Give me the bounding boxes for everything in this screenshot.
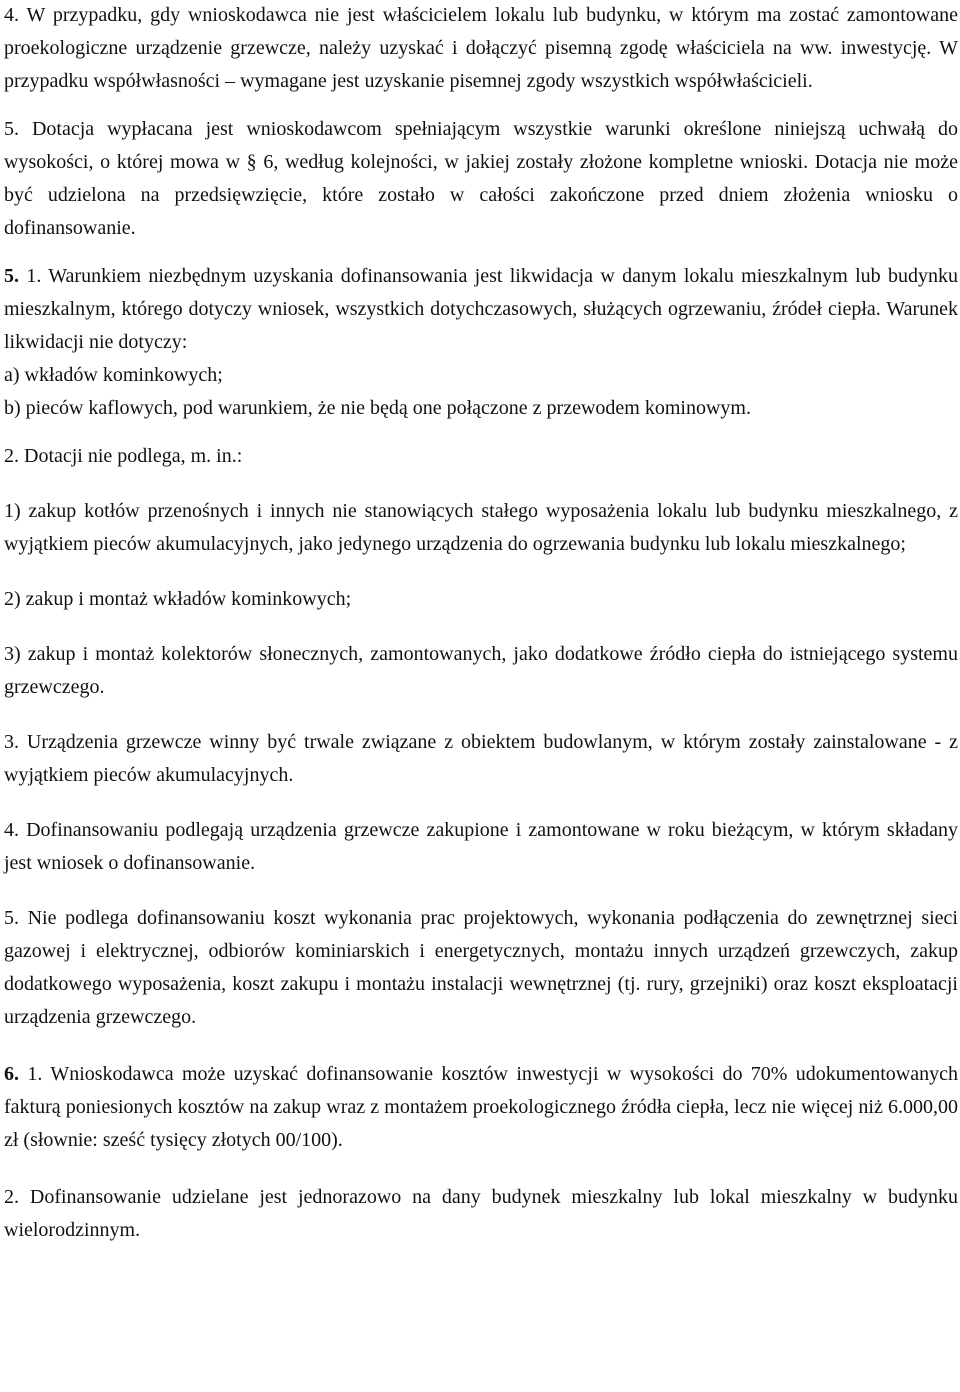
section-5-paragraph-4 [4,814,958,880]
paragraph-4-owner-consent [4,0,958,98]
list-item-2 [4,583,958,616]
list-item-a [4,359,958,392]
section-5-paragraph-2 [4,440,958,473]
list-item-b [4,392,958,425]
section-5-paragraph-5 [4,902,958,1034]
section-5-paragraph-1 [4,260,958,359]
section-6-paragraph-2 [4,1181,958,1247]
list-item-text: b) pieców kaflowych, pod warunkiem, że nie będą one połączone z przewodem kominowym. [4,397,751,419]
list-item-text: 1) zakup kotłów przenośnych i innych nie stanowiących stałego wyposażenia lokalu lub budynku mieszkalnego, z wyjątkiem pieców akumulacyjnych, jako jedynego urządzenia do ogrzewania budynku lub lokalu mieszkalnego; [4,500,958,555]
paragraph-5-payment-order [4,113,958,245]
section-6-paragraph-1 [4,1058,958,1157]
list-item-text: a) wkładów kominkowych; [4,364,223,386]
paragraph-text: 1. Warunkiem niezbędnym uzyskania dofinansowania jest likwidacja w danym lokalu mieszkalnym lub budynku mieszkalnym, którego dotyczy wniosek, wszystkich dotychczasowych, służących ogrzewaniu, źródeł ciepła. Warunek likwidacji nie dotyczy: [4,265,958,353]
list-item-text: 3) zakup i montaż kolektorów słonecznych, zamontowanych, jako dodatkowe źródło ciepła do istniejącego systemu grzewczego. [4,643,958,698]
paragraph-text: 4. W przypadku, gdy wnioskodawca nie jest właścicielem lokalu lub budynku, w którym ma zostać zamontowane proekologiczne urządzenie grzewcze, należy uzyskać i dołączyć pisemną zgodę właściciela na ww. inwestycję. W przypadku współwłasności – wymagane jest uzyskanie pisemnej zgody wszystkich współwłaścicieli. [4,4,958,92]
list-item-text: 2) zakup i montaż wkładów kominkowych; [4,588,352,610]
section-5-paragraph-3 [4,726,958,792]
paragraph-text: 4. Dofinansowaniu podlegają urządzenia grzewcze zakupione i zamontowane w roku bieżącym, w którym składany jest wniosek o dofinansowanie. [4,819,958,874]
section-number: 6. [4,1063,19,1085]
paragraph-text: 3. Urządzenia grzewcze winny być trwale związane z obiektem budowlanym, w którym zostały zainstalowane - z wyjątkiem pieców akumulacyjnych. [4,731,958,786]
paragraph-text: 2. Dofinansowanie udzielane jest jednorazowo na dany budynek mieszkalny lub lokal mieszkalny w budynku wielorodzinnym. [4,1186,958,1241]
list-item-1 [4,495,958,561]
list-item-3 [4,638,958,704]
paragraph-text: 2. Dotacji nie podlega, m. in.: [4,445,243,467]
paragraph-text: 5. Nie podlega dofinansowaniu koszt wykonania prac projektowych, wykonania podłączenia do zewnętrznej sieci gazowej i elektrycznej, odbiorów kominiarskich i energetycznych, montażu innych urządzeń grzewczych, zakup dodatkowego wyposażenia, koszt zakupu i montażu instalacji wewnętrznej (tj. rury, grzejniki) oraz koszt eksploatacji urządzenia grzewczego. [4,907,958,1028]
paragraph-text: 1. Wnioskodawca może uzyskać dofinansowanie kosztów inwestycji w wysokości do 70% udokumentowanych fakturą poniesionych kosztów na zakup wraz z montażem proekologicznego źródła ciepła, lecz nie więcej niż 6.000,00 zł (słownie: sześć tysięcy złotych 00/100). [4,1063,958,1151]
paragraph-text: 5. Dotacja wypłacana jest wnioskodawcom spełniającym wszystkie warunki określone niniejszą uchwałą do wysokości, o której mowa w § 6, według kolejności, w jakiej zostały złożone kompletne wnioski. Dotacja nie może być udzielona na przedsięwzięcie, które zostało w całości zakończone przed dniem złożenia wniosku o dofinansowanie. [4,118,958,239]
section-number: 5. [4,265,19,287]
